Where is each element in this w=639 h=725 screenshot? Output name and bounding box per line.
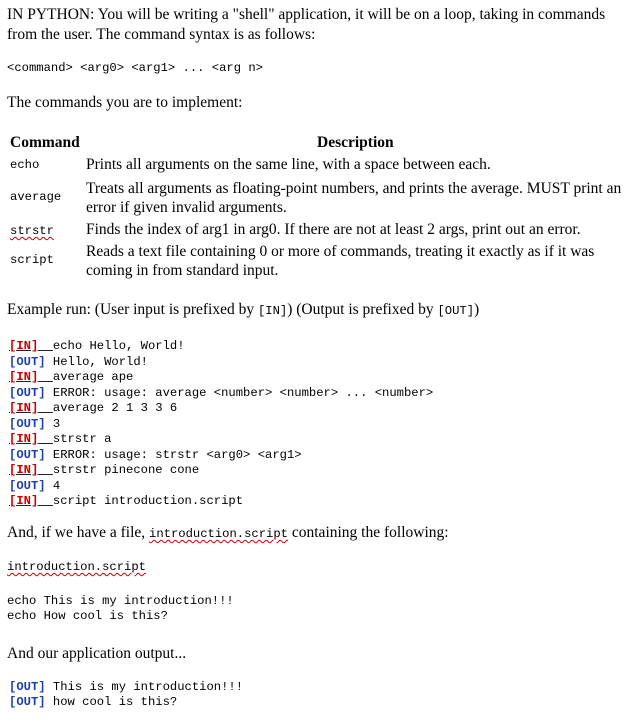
- output-heading: And our application output...: [7, 645, 187, 662]
- transcript-text: echo Hello, World!: [52, 339, 185, 353]
- file-paragraph-filename: introduction.script: [149, 527, 288, 541]
- transcript-text: script introduction.script: [52, 494, 244, 508]
- out-tag: [OUT]: [9, 695, 46, 709]
- transcript-input-line: [9, 339, 185, 353]
- out-tag: [OUT]: [9, 447, 46, 462]
- in-tag: [IN]: [9, 463, 39, 477]
- example-run-sentence: [7, 301, 479, 319]
- example-out-tag: [OUT]: [437, 304, 475, 318]
- transcript-input-line: [9, 463, 199, 477]
- file-paragraph: [7, 524, 449, 542]
- out-tag: [OUT]: [9, 478, 46, 493]
- transcript-output-line: [9, 417, 60, 431]
- transcript-text: strstr a: [52, 432, 112, 446]
- transcript-spacer: [38, 339, 53, 353]
- table-row-description-script: Reads a text file containing 0 or more of commands, treating it exactly as if it was coming in from standard input.: [86, 243, 595, 279]
- file-block-line: echo This is my introduction!!!: [7, 594, 234, 608]
- in-tag: [IN]: [9, 494, 39, 508]
- in-tag: [IN]: [9, 339, 39, 353]
- table-row-command-script: script: [10, 253, 54, 267]
- table-header-command: Command: [10, 134, 80, 151]
- transcript-output-line: [9, 386, 433, 400]
- transcript-text: ERROR: usage: strstr <arg0> <arg1>: [52, 447, 302, 462]
- out-tag: [OUT]: [9, 416, 46, 431]
- transcript-output-line: [9, 479, 60, 493]
- table-row-command-strstr: strstr: [10, 224, 54, 238]
- final-output-text: how cool is this?: [52, 695, 178, 709]
- file-paragraph-after: containing the following:: [288, 524, 449, 541]
- example-suffix-text: ): [474, 301, 480, 318]
- final-output-text: This is my introduction!!!: [52, 680, 244, 694]
- transcript-text: average 2 1 3 3 6: [52, 401, 178, 415]
- transcript-spacer: [46, 386, 53, 400]
- table-row-description-strstr: Finds the index of arg1 in arg0. If there are not at least 2 args, print out an error.: [86, 221, 581, 238]
- transcript-spacer: [38, 463, 53, 477]
- table-row-description-echo: Prints all arguments on the same line, with a space between each.: [86, 156, 491, 173]
- table-header-description: Description: [317, 134, 394, 151]
- final-output-line: [9, 695, 177, 709]
- transcript-spacer: [46, 448, 53, 462]
- out-tag: [OUT]: [9, 385, 46, 400]
- transcript-spacer: [46, 355, 53, 369]
- transcript-spacer: [38, 432, 53, 446]
- in-tag: [IN]: [9, 401, 39, 415]
- out-tag: [OUT]: [9, 680, 46, 694]
- file-paragraph-before: And, if we have a file,: [7, 524, 150, 541]
- syntax-line: [7, 61, 263, 75]
- in-tag: [IN]: [9, 432, 39, 446]
- file-block-line: echo How cool is this?: [7, 609, 168, 623]
- transcript-input-line: [9, 432, 111, 446]
- file-block-title: introduction.script: [7, 560, 146, 574]
- table-row-description-average: Treats all arguments as floating-point numbers, and prints the average. MUST print an error if given invalid arguments.: [86, 180, 622, 216]
- in-tag: [IN]: [9, 370, 39, 384]
- transcript-input-line: [9, 370, 133, 384]
- out-tag: [OUT]: [9, 354, 46, 369]
- syntax-text: <command> <arg0> <arg1> ... <arg n>: [7, 61, 263, 75]
- transcript-text: Hello, World!: [52, 354, 148, 369]
- transcript-input-line: [9, 494, 243, 508]
- table-row-command-average: average: [10, 190, 62, 204]
- transcript-output-line: [9, 355, 148, 369]
- commands-heading: The commands you are to implement:: [7, 94, 243, 111]
- transcript-spacer: [46, 417, 53, 431]
- table-row-command-echo: echo: [10, 158, 40, 172]
- transcript-output-line: [9, 448, 302, 462]
- example-prefix-text: Example run: (User input is prefixed by: [7, 301, 258, 318]
- transcript-spacer: [46, 479, 53, 493]
- transcript-spacer: [38, 401, 53, 415]
- transcript-text: 3: [52, 416, 61, 431]
- intro-paragraph: IN PYTHON: You will be writing a "shell" application, it will be on a loop, taking in commands from the user. The command syntax is as follows:: [7, 6, 606, 43]
- transcript-input-line: [9, 401, 177, 415]
- transcript-text: strstr pinecone cone: [52, 463, 200, 477]
- example-middle-text: ) (Output is prefixed by: [287, 301, 438, 318]
- transcript-text: average ape: [52, 370, 134, 384]
- transcript-spacer: [38, 494, 53, 508]
- final-output-line: [9, 680, 243, 694]
- transcript-text: 4: [52, 478, 61, 493]
- example-in-tag: [IN]: [257, 304, 288, 318]
- transcript-text: ERROR: usage: average <number> <number> ... <number>: [52, 385, 434, 400]
- transcript-spacer: [38, 370, 53, 384]
